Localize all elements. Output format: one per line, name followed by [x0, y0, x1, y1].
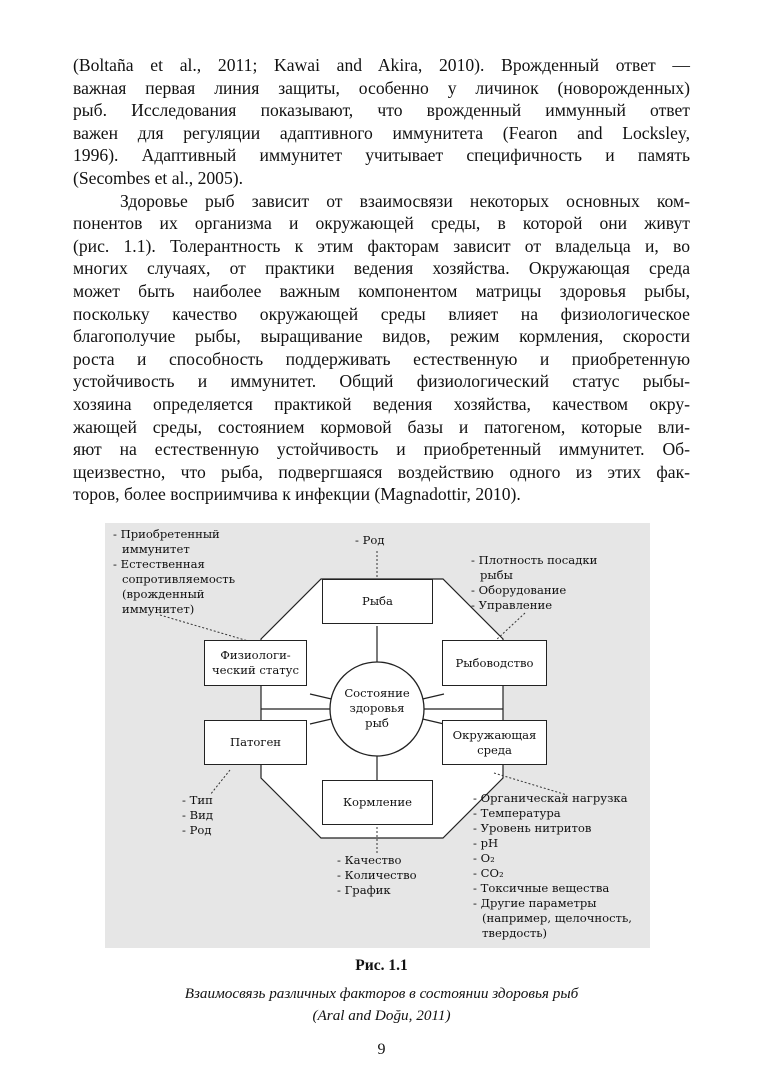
page-number: 9 — [377, 1041, 386, 1058]
note-line: - Температура — [473, 806, 561, 820]
note-line: иммунитет) — [122, 602, 195, 616]
text-line: жающей среды, состоянием кормовой базы и патогеном, которые вли- — [73, 416, 690, 437]
text-line: понентов их организма и окружающей среды, в которой они живут — [73, 213, 690, 234]
body-text — [73, 54, 690, 506]
box-pathogen — [204, 720, 307, 765]
note-line: сопротивляемость — [122, 572, 236, 586]
figure-caption-title: Рис. 1.1 — [355, 957, 408, 974]
text-line: щеизвестно, что рыба, подвергшаяся воздействию одного из этих фак- — [73, 461, 690, 482]
note-line: - Уровень нитритов — [473, 821, 592, 835]
figure-diagram — [105, 523, 650, 948]
note-environment — [473, 791, 632, 941]
note-line: рыбы — [480, 568, 513, 582]
note-line: - Токсичные вещества — [473, 881, 610, 895]
box-fish-farming — [442, 640, 547, 686]
note-line: - pH — [473, 836, 499, 850]
text-line: поскольку качество окружающей среды влияет на физиологическое — [73, 303, 690, 324]
box-environment-label-line: Окружающая — [452, 727, 537, 742]
note-line: твердость) — [482, 926, 548, 940]
box-feeding-label: Кормление — [343, 795, 412, 809]
text-line: Здоровье рыб зависит от взаимосвязи некоторых основных ком- — [120, 190, 690, 211]
figure-caption-description — [0, 983, 763, 1027]
caption-line: Взаимосвязь различных факторов в состоянии здоровья рыб — [184, 985, 579, 1002]
note-line: - Приобретенный — [113, 527, 220, 541]
box-physiological-status — [204, 640, 307, 686]
note-line: - Естественная — [113, 557, 205, 571]
note-line: - Плотность посадки — [471, 553, 598, 567]
box-fish-label: Рыба — [362, 594, 393, 608]
center-circle-label — [333, 686, 421, 731]
note-line: - График — [337, 883, 391, 897]
box-physio-label-line: Физиологи- — [220, 648, 291, 662]
note-line: - Вид — [182, 808, 213, 822]
note-feeding — [337, 853, 417, 898]
note-line: - Другие параметры — [473, 896, 597, 910]
text-line: (рис. 1.1). Толерантность к этим факторам зависит от владельца и, во — [73, 235, 690, 256]
text-line: хозяина определяется практикой ведения хозяйства, качеством окру- — [73, 393, 690, 414]
center-label-line: здоровья — [349, 701, 405, 715]
box-environment-label-line: среда — [477, 742, 512, 757]
box-feeding — [322, 780, 433, 825]
box-fish — [322, 579, 433, 624]
text-line: торов, более восприимчива к инфекции (Magnadottir, 2010). — [73, 484, 521, 505]
paragraph-2 — [73, 190, 690, 506]
note-line: - CO₂ — [473, 866, 504, 880]
note-line: - Качество — [337, 853, 402, 867]
text-line: 1996). Адаптивный иммунитет учитывает специфичность и память — [73, 145, 690, 166]
note-line: (врожденный — [122, 587, 205, 601]
note-line: - Оборудование — [471, 583, 567, 597]
note-pathogen — [182, 793, 213, 838]
box-farming-label: Рыбоводство — [455, 655, 534, 670]
text-line: яют на естественную устойчивость и приобретенный иммунитет. Об- — [73, 439, 690, 460]
note-line: - Управление — [471, 598, 553, 612]
center-label-line: Состояние — [344, 686, 410, 700]
note-immunity — [113, 527, 235, 617]
text-line: устойчивость и иммунитет. Общий физиологический статус рыбы- — [73, 371, 690, 392]
note-line: - Тип — [182, 793, 213, 807]
text-line: роста и способность поддерживать естественную и приобретенную — [73, 348, 690, 369]
note-farming — [471, 553, 597, 613]
note-line: (например, щелочность, — [482, 911, 632, 925]
note-line: - O₂ — [473, 851, 495, 865]
text-line: рыб. Исследования показывают, что врожденный иммунный ответ — [73, 100, 690, 121]
text-line: важен для регуляции адаптивного иммунитета (Fearon and Locksley, — [73, 122, 690, 143]
caption-line: (Aral and Doğu, 2011) — [312, 1007, 451, 1024]
text-line: благополучие рыбы, выращивание видов, режим кормления, скорости — [73, 326, 690, 347]
note-line: - Род — [182, 823, 212, 837]
text-line: важная первая линия защиты, особенно у личинок (новорожденных) — [73, 77, 690, 98]
box-physio-label-line: ческий статус — [212, 663, 299, 677]
text-line: может быть наиболее важным компонентом матрицы здоровья рыбы, — [73, 280, 690, 301]
text-line: (Boltaña et al., 2011; Kawai and Akira, 2010). Врожденный ответ — — [73, 55, 690, 75]
note-line: - Количество — [337, 868, 417, 882]
box-pathogen-label: Патоген — [229, 735, 282, 749]
note-line: - Род — [355, 533, 385, 547]
text-line: многих случаях, от практики ведения хозяйства. Окружающая среда — [73, 258, 690, 279]
note-line: - Органическая нагрузка — [473, 791, 628, 805]
center-label-line: рыб — [365, 716, 389, 730]
note-fish — [355, 533, 385, 548]
text-line: (Secombes et al., 2005). — [73, 167, 244, 188]
note-line: иммунитет — [122, 542, 190, 556]
paragraph-1 — [73, 54, 690, 190]
box-environment — [442, 720, 547, 765]
